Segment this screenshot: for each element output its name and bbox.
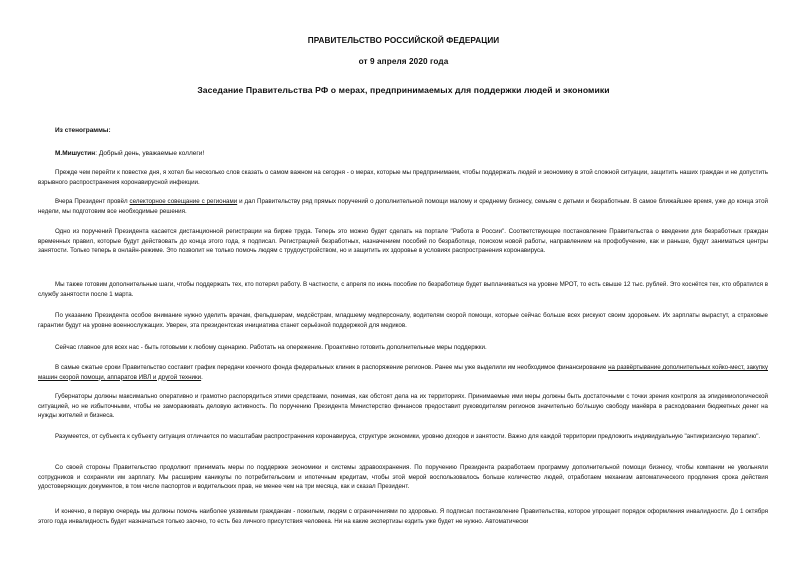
- paragraph-text: и дал Правительству ряд прямых поручений о дополнительной помощи малому и среднему бизнесу, семьям с детьми и безработным. В самое ближайшее время, уже до конца этой недели, мы подготовим все необходимые решения.: [38, 198, 768, 215]
- paragraph-4: [38, 280, 768, 299]
- paragraph-11: [38, 507, 768, 526]
- date-heading: от 9 апреля 2020 года: [358, 57, 449, 66]
- transcript-label: Из стенограммы:: [55, 127, 111, 134]
- paragraph-text: И конечно, в первую очередь мы должны помочь наиболее уязвимым гражданам - пожилым, людям с ограничениями по здоровью. Я подписал постановление Правительства, которое упрощает порядок оформления инвалидности. До 1 октября этого года инвалидность будет назначаться только заочно, то есть без личного присутствия человека. Ни на какие экспертизы ездить уже будет не нужно. Автоматически: [38, 508, 768, 525]
- funding-link[interactable]: на развёртывание дополнительных койко-мест, закупку машин скорой помощи, аппаратов ИВЛ и другой техники: [38, 364, 768, 381]
- paragraph-text: Мы также готовим дополнительные шаги, чтобы поддержать тех, кто потерял работу. В частности, с апреля по июнь пособие по безработице будет выплачиваться на уровне МРОТ, то есть свыше 12 тыс. рублей. Это коснётся тех, кто обратился в службу занятости после 1 марта.: [38, 281, 768, 298]
- government-heading: ПРАВИТЕЛЬСТВО РОССИЙСКОЙ ФЕДЕРАЦИИ: [307, 36, 500, 45]
- speaker-name: М.Мишустин: [55, 150, 96, 157]
- paragraph-text: Сейчас главное для всех нас - быть готовыми к любому сценарию. Работать на опережение. Проактивно готовить дополнительные меры поддержки.: [55, 344, 487, 351]
- paragraph-6: [38, 343, 768, 353]
- paragraph-text: В самые сжатые сроки Правительство составит график передачи коечного фонда федеральных клиник в распоряжение регионов. Ранее мы уже выделили им необходимое финансирование: [55, 364, 609, 371]
- selector-meeting-link[interactable]: селекторное совещание с регионами: [129, 198, 238, 205]
- paragraph-7: [38, 363, 768, 382]
- paragraph-9: [38, 432, 768, 442]
- speaker-greeting: : Добрый день, уважаемые коллеги!: [95, 150, 205, 157]
- paragraph-text: Одно из поручений Президента касается дистанционной регистрации на бирже труда. Теперь это можно будет сделать на портале "Работа в России". Соответствующее постановление Правительства о введении для безработных граждан временных правил, которые будут действовать до конца этого года, я подписал. Регистрацией безработных, назначением пособий по безработице, поиском новой работы, направлением на профобучение, как и раньше, будут заниматься центры занятости. Только теперь в онлайн-режиме. Это позволит не только помочь людям с трудоустройством, но и защитить их здоровье в условиях распространения коронавируса.: [38, 228, 768, 255]
- paragraph-text: Вчера Президент провёл: [55, 198, 130, 205]
- paragraph-text: Губернаторы должны максимально оперативно и грамотно распорядиться этими средствами, понимая, как обстоят дела на их территориях. Принимаемые ими меры должны быть достаточными с точки зрения контроля за эпидемиологической ситуацией, но не избыточными, чтобы не замораживать деловую активность. По поручению Президента Министерство финансов предоставит руководителям регионов значительно бо'льшую свободу манёвра в расходовании бюджетных денег на нужды жителей и бизнеса.: [38, 393, 768, 420]
- paragraph-8: [38, 392, 768, 421]
- paragraph-text: .: [201, 373, 203, 381]
- paragraph-2: [38, 197, 768, 216]
- paragraph-text: Прежде чем перейти к повестке дня, я хотел бы несколько слов сказать о самом важном на сегодня - о мерах, которые мы предпринимаем, чтобы поддержать людей и экономику в этой сложной ситуации, защитить наших граждан и не допустить взрывного распространения коронавирусной инфекции.: [38, 169, 768, 186]
- speaker-line: [55, 150, 204, 157]
- paragraph-1: [38, 168, 768, 187]
- meeting-title: Заседание Правительства РФ о мерах, предпринимаемых для поддержки людей и экономики: [197, 85, 610, 95]
- paragraph-text: Разумеется, от субъекта к субъекту ситуация отличается по масштабам распространения коронавируса, структуре экономики, уровню доходов и занятости. Важно для каждой территории предложить индивидуальную "антикризисную терапию".: [55, 433, 761, 440]
- paragraph-text: По указанию Президента особое внимание нужно уделить врачам, фельдшерам, медсёстрам, младшему медперсоналу, водителям скорой помощи, которые сейчас больше всех рискуют своим здоровьем. Их зарплаты вырастут, а страховые гарантии будут на уровне военнослужащих. Уверен, эта президентская инициатива станет серьёзной поддержкой для медиков.: [38, 312, 768, 329]
- paragraph-5: [38, 311, 768, 330]
- paragraph-text: Со своей стороны Правительство продолжит принимать меры по поддержке экономики и системы здравоохранения. По поручению Президента разработаем программу дополнительной помощи бизнесу, чтобы компании не увольняли сотрудников и сохраняли им зарплату. Мы расширим каникулы по потребительским и ипотечным кредитам, чтобы этой мерой воспользовалось больше количество людей, отработаем механизм автоматического продления срока действия удостоверяющих документов, в том числе паспортов и водительских прав, не менее чем на три месяца, как и сказал Президент.: [38, 464, 768, 491]
- paragraph-3: [38, 227, 768, 256]
- paragraph-10: [38, 463, 768, 492]
